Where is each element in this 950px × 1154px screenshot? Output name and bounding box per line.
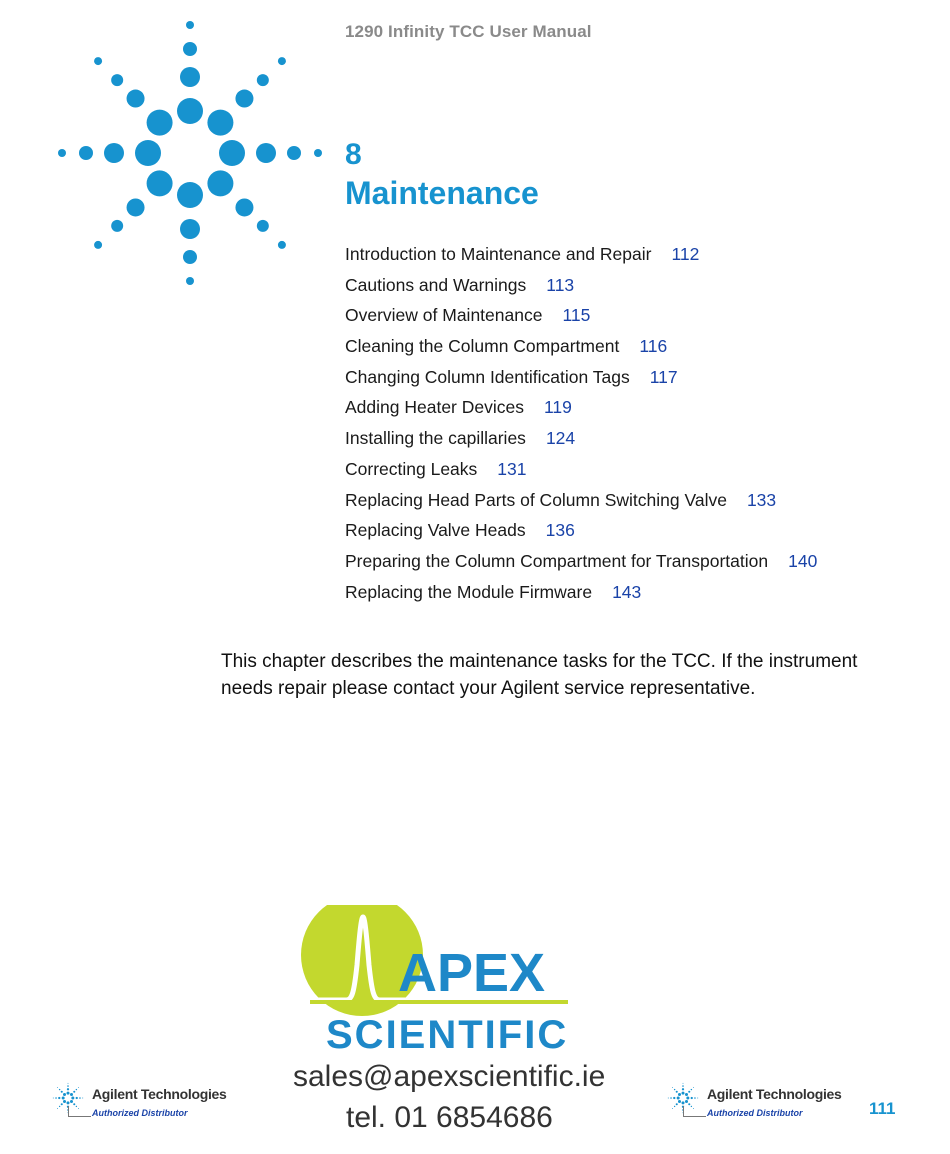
badge-name: Agilent Technologies — [92, 1086, 227, 1102]
toc-item-title: Changing Column Identification Tags — [345, 366, 630, 387]
toc-item[interactable] — [345, 428, 817, 459]
spark-dot — [76, 1089, 77, 1090]
badge-divider — [68, 1106, 91, 1117]
spark-dot — [147, 110, 173, 136]
spark-dot — [668, 1098, 669, 1099]
spark-dot — [691, 1089, 692, 1090]
spark-dot — [57, 1108, 58, 1109]
spark-dot — [257, 74, 269, 86]
spark-dot — [61, 1091, 63, 1093]
spark-dot — [691, 1097, 693, 1099]
spark-dot — [674, 1106, 675, 1107]
spark-dot — [104, 143, 124, 163]
toc-item-page[interactable]: 119 — [543, 397, 572, 418]
scientific-word: SCIENTIFIC — [326, 1013, 569, 1057]
agilent-distributor-badge — [667, 1082, 852, 1132]
page-number: 111 — [869, 1099, 896, 1118]
spark-dot — [55, 1097, 57, 1099]
toc-item[interactable] — [345, 336, 817, 367]
toc-item[interactable] — [345, 397, 817, 428]
spark-dot — [183, 250, 197, 264]
spark-dot — [683, 1083, 684, 1084]
spark-dot — [207, 110, 233, 136]
spark-dot — [70, 1100, 73, 1103]
toc-item[interactable] — [345, 459, 817, 490]
toc-item[interactable] — [345, 582, 817, 613]
spark-dot — [686, 1097, 689, 1100]
spark-dot — [57, 1087, 58, 1088]
toc-item-title: Installing the capillaries — [345, 428, 526, 449]
spark-dot — [672, 1108, 673, 1109]
toc-item-page[interactable]: 124 — [545, 428, 576, 449]
spark-dot — [676, 1103, 678, 1105]
spark-dot — [67, 1092, 70, 1095]
spark-dot — [73, 1091, 75, 1093]
spark-dot — [180, 67, 200, 87]
spark-dot — [697, 1098, 698, 1099]
spark-dot — [111, 220, 123, 232]
spark-dot — [682, 1092, 685, 1095]
spark-dot — [685, 1093, 688, 1096]
spark-dot — [177, 182, 203, 208]
agilent-distributor-badge — [52, 1082, 237, 1132]
spark-dot — [678, 1093, 681, 1096]
spark-dot — [685, 1100, 688, 1103]
spark-dot — [62, 1097, 65, 1100]
spark-dot — [70, 1093, 73, 1096]
spark-dot — [79, 1097, 81, 1099]
toc-item-title: Replacing the Module Firmware — [345, 581, 593, 602]
spark-dot — [676, 1091, 678, 1093]
spark-dot — [219, 140, 245, 166]
spark-dot — [63, 1093, 66, 1096]
spark-dot — [670, 1097, 672, 1099]
spark-dot — [59, 1089, 60, 1090]
spark-dot — [256, 143, 276, 163]
toc-item-title: Introduction to Maintenance and Repair — [345, 244, 652, 264]
spark-dot — [67, 1101, 70, 1104]
chapter-toc — [345, 244, 817, 612]
toc-item[interactable] — [345, 367, 817, 398]
spark-dot — [278, 241, 286, 249]
spark-dot — [59, 1106, 60, 1107]
chapter-intro: This chapter describes the maintenance tasks for the TCC. If the instrument needs repair please contact your Agilent service representative. — [221, 651, 858, 699]
toc-item-title: Correcting Leaks — [345, 458, 478, 479]
spark-dot — [68, 1083, 69, 1084]
spark-dot — [94, 57, 102, 65]
spark-dot — [53, 1098, 54, 1099]
badge-subtitle: Authorized Distributor — [92, 1108, 188, 1118]
spark-dot — [58, 149, 66, 157]
spark-dot — [678, 1100, 681, 1103]
toc-item-title: Overview of Maintenance — [345, 305, 543, 326]
spark-dot — [682, 1085, 684, 1087]
toc-item-title: Replacing Head Parts of Column Switching Valve — [345, 489, 727, 510]
toc-item[interactable] — [345, 275, 817, 306]
agilent-spark-icon — [55, 18, 325, 288]
spark-dot — [79, 146, 93, 160]
spark-dot — [147, 170, 173, 196]
spark-dot — [235, 90, 253, 108]
toc-item-page[interactable]: 117 — [649, 366, 678, 387]
spark-dot — [67, 1085, 69, 1087]
spark-dot — [677, 1097, 680, 1100]
toc-item-title: Adding Heater Devices — [345, 397, 524, 418]
chapter-number: 8 — [345, 138, 362, 171]
spark-dot — [186, 277, 194, 285]
toc-item-title: Replacing Valve Heads — [345, 520, 526, 541]
toc-item[interactable] — [345, 520, 817, 551]
toc-item[interactable] — [345, 305, 817, 336]
toc-item-page[interactable]: 131 — [497, 458, 527, 479]
toc-item-page[interactable]: 143 — [612, 581, 642, 602]
spark-dot — [58, 1097, 60, 1099]
spark-dot — [135, 140, 161, 166]
spark-dot — [127, 198, 145, 216]
toc-item-page[interactable]: 115 — [562, 305, 591, 326]
spark-dot — [287, 146, 301, 160]
spark-dot — [694, 1097, 696, 1099]
chapter-title: Maintenance — [345, 175, 539, 211]
spark-dot — [78, 1087, 79, 1088]
spark-dot — [672, 1087, 673, 1088]
spark-dot — [73, 1103, 75, 1105]
toc-item[interactable] — [345, 551, 817, 582]
toc-item-page[interactable]: 136 — [545, 520, 575, 541]
spark-dot — [111, 74, 123, 86]
spark-dot — [71, 1097, 74, 1100]
spark-dot — [693, 1087, 694, 1088]
spark-dot — [674, 1089, 675, 1090]
running-header: 1290 Infinity TCC User Manual — [345, 22, 592, 41]
distributor-phone: tel. 01 6854686 — [346, 1101, 553, 1134]
toc-item-title: Preparing the Column Compartment for Transportation — [345, 550, 769, 571]
spark-dot — [314, 149, 322, 157]
spark-dot — [67, 1088, 69, 1090]
badge-subtitle: Authorized Distributor — [707, 1108, 803, 1118]
spark-dot — [682, 1101, 685, 1104]
toc-item-page[interactable]: 116 — [639, 336, 668, 357]
spark-dot — [127, 90, 145, 108]
spark-dot — [186, 21, 194, 29]
spark-dot — [63, 1100, 66, 1103]
distributor-email[interactable]: sales@apexscientific.ie — [293, 1060, 606, 1093]
spark-dot — [76, 1097, 78, 1099]
badge-divider — [683, 1106, 706, 1117]
apex-word: APEX — [398, 943, 546, 1003]
spark-dot — [688, 1103, 690, 1105]
spark-dot — [207, 170, 233, 196]
toc-item-page[interactable]: 133 — [746, 489, 777, 510]
toc-item-title: Cautions and Warnings — [345, 274, 527, 295]
spark-dot — [682, 1088, 684, 1090]
badge-name: Agilent Technologies — [707, 1086, 842, 1102]
spark-dot — [235, 198, 253, 216]
spark-dot — [257, 220, 269, 232]
spark-dot — [673, 1097, 675, 1099]
toc-item-page[interactable]: 140 — [788, 550, 818, 571]
toc-item-page[interactable]: 113 — [546, 274, 575, 295]
spark-dot — [61, 1103, 63, 1105]
toc-item[interactable] — [345, 244, 817, 275]
toc-item-title: Cleaning the Column Compartment — [345, 336, 620, 357]
spark-dot — [183, 42, 197, 56]
spark-dot — [278, 57, 286, 65]
toc-item-page[interactable]: 112 — [671, 244, 700, 264]
spark-dot — [180, 219, 200, 239]
spark-dot — [688, 1091, 690, 1093]
spark-dot — [177, 98, 203, 124]
spark-dot — [82, 1098, 83, 1099]
toc-item[interactable] — [345, 490, 817, 521]
spark-dot — [94, 241, 102, 249]
